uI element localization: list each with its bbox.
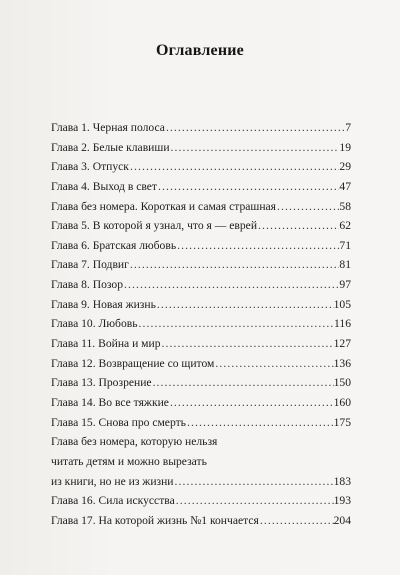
dot-leader	[176, 236, 339, 256]
dot-leader	[156, 295, 334, 315]
toc-entry	[51, 295, 351, 315]
toc-entry	[51, 491, 351, 511]
toc-entry-title: Глава 6. Братская любовь	[51, 238, 177, 252]
dot-leader	[170, 138, 340, 158]
toc-entry-title: Глава 8. Позор	[51, 278, 123, 292]
toc-entry-title-line: Глава без номера, которую нельзя	[51, 435, 218, 449]
toc-entry	[51, 373, 351, 393]
toc-entry-page: 71	[339, 238, 351, 252]
toc-entry	[51, 472, 351, 492]
toc-entry	[51, 118, 351, 138]
toc-entry-title: Глава 7. Подвиг	[51, 258, 129, 272]
toc-entry-title: Глава 14. Во все тяжкие	[51, 395, 169, 409]
toc-entry-page: 62	[339, 219, 351, 233]
toc-entry-title: Глава 3. Отпуск	[51, 160, 129, 174]
dot-leader	[123, 275, 339, 295]
dot-leader	[276, 197, 339, 217]
toc-entry	[51, 511, 351, 531]
page-title: Оглавление	[156, 42, 244, 59]
toc-entry	[51, 197, 351, 217]
toc-entry	[51, 413, 351, 433]
toc-entry-title: Глава 4. Выход в свет	[51, 179, 157, 193]
toc-entry-title-line: из книги, но не из жизни	[51, 474, 174, 488]
table-of-contents	[51, 118, 351, 530]
toc-entry-page: 81	[339, 258, 351, 272]
toc-entry	[51, 216, 351, 236]
toc-entry-title: Глава без номера. Короткая и самая страшная	[51, 199, 277, 213]
toc-entry-title: Глава 13. Прозрение	[51, 376, 152, 390]
toc-entry-page: 7	[345, 121, 351, 134]
toc-entry-title: Глава 11. Война и мир	[51, 337, 161, 351]
toc-entry-line	[51, 452, 351, 472]
dot-leader	[152, 373, 334, 393]
toc-entry	[51, 138, 351, 158]
toc-entry-page: 19	[339, 140, 351, 154]
dot-leader	[129, 157, 339, 177]
toc-entry-title: Глава 16. Сила искусства	[51, 494, 175, 508]
toc-entry	[51, 393, 351, 413]
toc-entry-title: Глава 2. Белые клавиши	[51, 140, 170, 154]
toc-entry-line	[51, 432, 351, 452]
toc-entry-page: 183	[333, 474, 351, 488]
toc-entry-page: 150	[333, 376, 351, 390]
toc-entry-title: Глава 12. Возвращение со щитом	[51, 356, 215, 370]
toc-entry-page: 116	[334, 317, 351, 331]
toc-entry-page: 127	[333, 337, 351, 351]
dot-leader	[161, 334, 334, 354]
toc-entry	[51, 354, 351, 374]
dot-leader	[157, 177, 339, 197]
dot-leader	[259, 511, 334, 531]
toc-entry	[51, 157, 351, 177]
toc-entry-title: Глава 15. Снова про смерть	[51, 415, 186, 429]
dot-leader	[174, 472, 334, 492]
dot-leader	[214, 354, 333, 374]
dot-leader	[169, 393, 334, 413]
toc-entry-page: 204	[333, 513, 351, 527]
toc-entry-page: 97	[339, 278, 351, 292]
toc-entry-title: Глава 10. Любовь	[51, 317, 138, 331]
toc-entry-title: Глава 9. Новая жизнь	[51, 297, 156, 311]
toc-entry-title-line: читать детям и можно вырезать	[51, 454, 207, 468]
dot-leader	[175, 491, 334, 511]
toc-entry	[51, 275, 351, 295]
dot-leader	[138, 314, 335, 334]
toc-entry-page: 58	[339, 199, 351, 213]
toc-entry-title: Глава 1. Черная полоса	[51, 121, 165, 134]
toc-entry-page: 160	[333, 395, 351, 409]
toc-entry	[51, 334, 351, 354]
toc-entry-page: 193	[333, 494, 351, 508]
dot-leader	[186, 413, 334, 433]
toc-entry	[51, 236, 351, 256]
toc-entry-page: 105	[333, 297, 351, 311]
toc-entry-page: 136	[333, 356, 351, 370]
toc-entry	[51, 177, 351, 197]
dot-leader	[257, 216, 339, 236]
toc-entry	[51, 255, 351, 275]
dot-leader	[129, 255, 340, 275]
toc-entry-page: 47	[339, 179, 351, 193]
toc-entry-page: 29	[339, 160, 351, 174]
toc-entry-title: Глава 5. В которой я узнал, что я — еврей	[51, 219, 258, 233]
toc-entry-page: 175	[333, 415, 351, 429]
toc-entry	[51, 314, 351, 334]
toc-entry-title: Глава 17. На которой жизнь №1 кончается	[51, 513, 259, 527]
dot-leader	[165, 118, 345, 138]
